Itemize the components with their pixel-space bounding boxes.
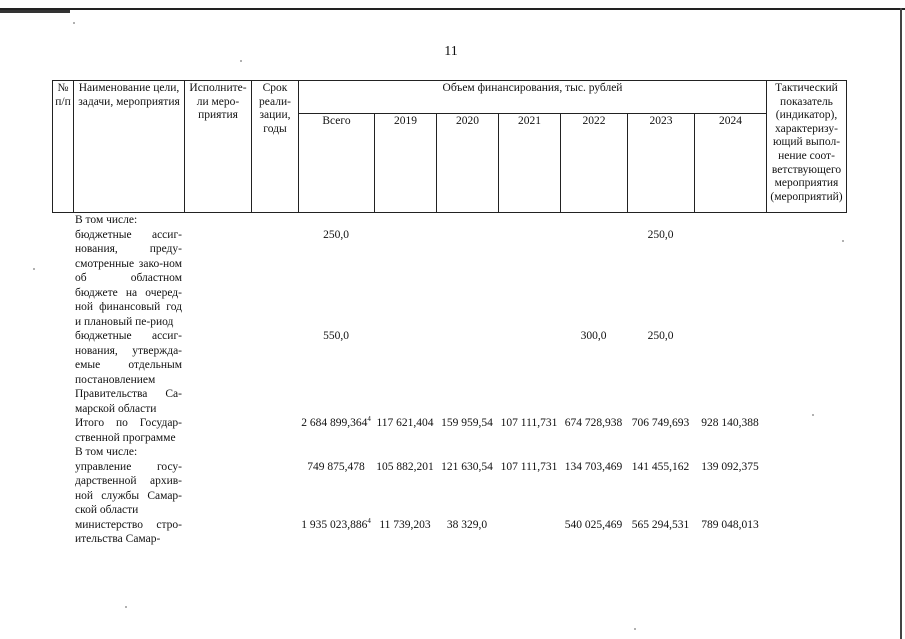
header-term: Срок реали-зации, годы [252, 81, 299, 213]
header-year: 2021 [499, 114, 561, 213]
value-text: 141 455,162 [631, 460, 690, 473]
row-term-cell [251, 445, 298, 460]
row-value-2023 [627, 228, 694, 330]
row-value-2024 [694, 416, 766, 445]
row-total [298, 445, 374, 460]
row-value-2023 [627, 213, 694, 228]
scan-speck [812, 414, 814, 416]
row-num-cell [52, 329, 73, 416]
row-num-cell [52, 460, 73, 518]
row-name: В том числе: [75, 214, 138, 226]
row-value-2020 [436, 329, 498, 416]
row-value-2023 [627, 518, 694, 547]
row-value-2020 [436, 460, 498, 518]
row-num-cell [52, 228, 73, 330]
row-total [298, 329, 374, 416]
row-indicator-cell [766, 445, 846, 460]
row-indicator-cell [766, 518, 846, 547]
value-text: 928 140,388 [701, 417, 759, 429]
row-num-cell [52, 416, 73, 445]
row-value-2019 [374, 460, 436, 518]
value-text: 565 294,531 [631, 518, 690, 531]
row-value-2019 [374, 213, 436, 228]
row-value-2022 [560, 460, 627, 518]
header-year: 2022 [561, 114, 628, 213]
value-text: 706 749,693 [631, 417, 690, 429]
value-text: 139 092,375 [701, 460, 759, 473]
right-border-line [900, 8, 902, 639]
value-text: 1 935 023,886 [301, 518, 368, 531]
row-indicator-cell [766, 416, 846, 445]
value-text: 107 111,731 [500, 417, 558, 429]
row-value-2022 [560, 416, 627, 445]
row-value-2021 [498, 445, 560, 460]
row-value-2024 [694, 518, 766, 547]
value-text: 121 630,54 [441, 460, 493, 473]
value-text: 105 882,201 [376, 460, 434, 473]
table-row [52, 213, 846, 228]
table-row [52, 228, 846, 330]
table-row [52, 416, 846, 445]
row-value-2023 [627, 445, 694, 460]
row-value-2022 [560, 329, 627, 416]
value-text: 540 025,469 [564, 518, 623, 531]
scan-speck [125, 606, 127, 608]
row-indicator-cell [766, 329, 846, 416]
row-num-cell [52, 213, 73, 228]
row-indicator-cell [766, 228, 846, 330]
row-value-2024 [694, 228, 766, 330]
row-value-2021 [498, 518, 560, 547]
table-row [52, 329, 846, 416]
row-value-2021 [498, 228, 560, 330]
top-border-accent [0, 10, 70, 13]
row-value-2019 [374, 445, 436, 460]
row-value-2024 [694, 460, 766, 518]
table-row [52, 445, 846, 460]
table-row [52, 518, 846, 547]
header-year: 2019 [375, 114, 437, 213]
row-value-2023 [627, 329, 694, 416]
row-executor-cell [184, 329, 251, 416]
header-indicator: Тактический показатель (индикатор), характеризу-ющий выпол-нение соот-ветствующего мероприятия (мероприятий) [767, 81, 847, 213]
row-name: управление госу-дарственной архив-ной службы Самар-ской области [75, 460, 182, 516]
row-num-cell [52, 445, 73, 460]
row-total [298, 228, 374, 330]
row-indicator-cell [766, 460, 846, 518]
scan-speck [73, 22, 75, 24]
row-total [298, 416, 374, 445]
row-name: министерство стро-ительства Самар- [75, 518, 182, 545]
table-header [52, 80, 847, 213]
row-value-2021 [498, 213, 560, 228]
footnote-marker: 4 [367, 516, 371, 525]
row-name: бюджетные ассиг-нования, преду-смотренные зако-ном об областном бюджете на очеред-ной финансовый год и плановый пе-риод [75, 228, 182, 328]
header-num: № п/п [53, 81, 74, 213]
value-text: 300,0 [580, 330, 607, 342]
value-text: 134 703,469 [564, 460, 623, 473]
value-text: 789 048,013 [701, 518, 759, 531]
row-term-cell [251, 460, 298, 518]
value-text: 38 329,0 [446, 518, 488, 531]
value-text: 250,0 [647, 228, 674, 241]
row-value-2019 [374, 416, 436, 445]
scan-speck [240, 60, 242, 62]
row-executor-cell [184, 416, 251, 445]
row-term-cell [251, 416, 298, 445]
value-text: 159 959,54 [441, 417, 493, 429]
page-number: 11 [444, 44, 458, 59]
table-row [52, 460, 846, 518]
row-value-2024 [694, 329, 766, 416]
row-value-2022 [560, 445, 627, 460]
value-text: 250,0 [647, 330, 674, 342]
row-value-2024 [694, 213, 766, 228]
row-total [298, 213, 374, 228]
value-text: 117 621,404 [376, 417, 434, 429]
scan-speck [842, 240, 844, 242]
value-text: 2 684 899,364 [301, 417, 368, 429]
header-year: 2024 [695, 114, 767, 213]
row-value-2020 [436, 416, 498, 445]
row-value-2019 [374, 228, 436, 330]
row-term-cell [251, 213, 298, 228]
row-value-2019 [374, 329, 436, 416]
row-num-cell [52, 518, 73, 547]
header-year: 2020 [437, 114, 499, 213]
row-value-2023 [627, 460, 694, 518]
row-value-2020 [436, 213, 498, 228]
row-term-cell [251, 329, 298, 416]
row-name: бюджетные ассиг-нования, утвержда-емые отдельным постановлением Правительства Са-марской области [75, 330, 182, 415]
row-value-2020 [436, 445, 498, 460]
value-text: 674 728,938 [564, 417, 623, 429]
row-value-2021 [498, 416, 560, 445]
value-text: 107 111,731 [500, 460, 558, 473]
row-executor-cell [184, 518, 251, 547]
row-value-2022 [560, 228, 627, 330]
row-executor-cell [184, 213, 251, 228]
row-executor-cell [184, 445, 251, 460]
header-total: Всего [299, 114, 375, 213]
row-executor-cell [184, 228, 251, 330]
row-value-2021 [498, 460, 560, 518]
row-indicator-cell [766, 213, 846, 228]
row-total [298, 460, 374, 518]
row-term-cell [251, 228, 298, 330]
value-text: 250,0 [323, 228, 349, 241]
top-border-line [0, 8, 905, 10]
scan-speck [634, 628, 636, 630]
value-text: 11 739,203 [379, 518, 431, 531]
row-executor-cell [184, 460, 251, 518]
header-year: 2023 [628, 114, 695, 213]
row-value-2023 [627, 416, 694, 445]
table-body [52, 213, 846, 547]
row-value-2022 [560, 518, 627, 547]
header-financing-group: Объем финансирования, тыс. рублей [299, 81, 767, 114]
row-value-2022 [560, 213, 627, 228]
header-executor: Исполните-ли меро-приятия [185, 81, 252, 213]
row-value-2021 [498, 329, 560, 416]
row-name: Итого по Государ-ственной программе [75, 417, 182, 444]
row-name: В том числе: [75, 446, 138, 458]
row-total [298, 518, 374, 547]
footnote-marker: 4 [367, 415, 371, 424]
row-value-2020 [436, 228, 498, 330]
row-value-2024 [694, 445, 766, 460]
header-name: Наименование цели, задачи, мероприятия [74, 81, 185, 213]
value-text: 749 875,478 [307, 460, 365, 473]
row-value-2020 [436, 518, 498, 547]
row-term-cell [251, 518, 298, 547]
value-text: 550,0 [323, 330, 349, 342]
scan-speck [33, 268, 35, 270]
row-value-2019 [374, 518, 436, 547]
